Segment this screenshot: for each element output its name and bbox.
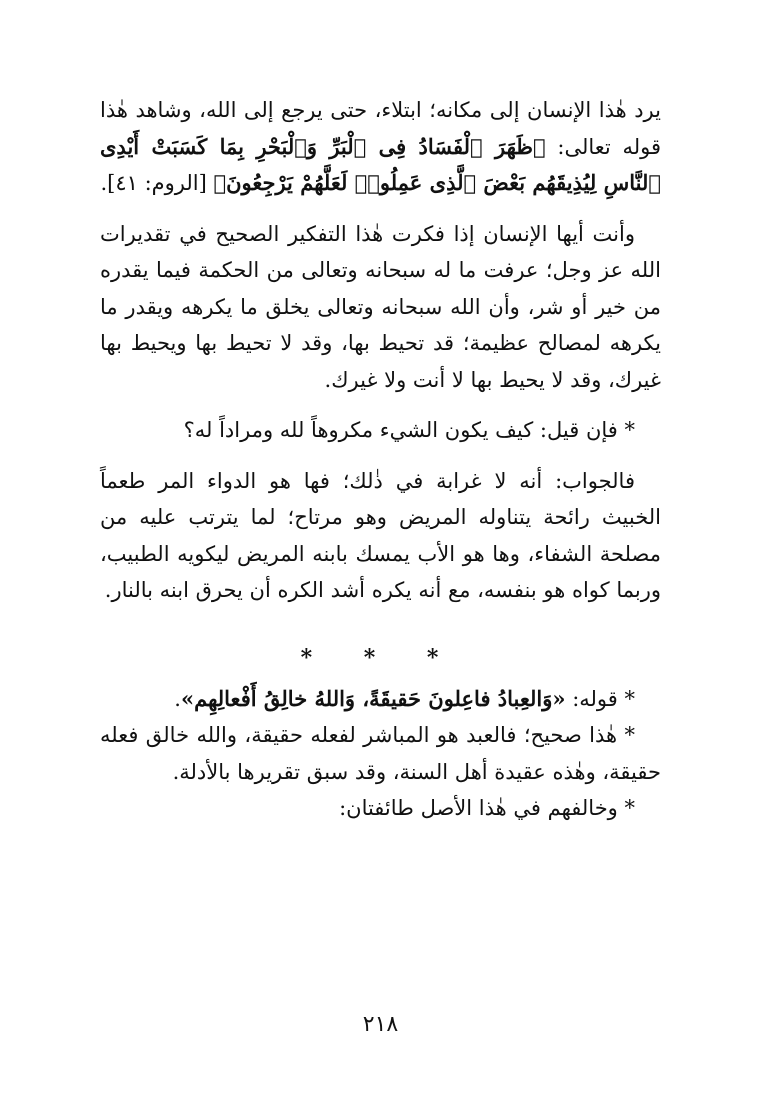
paragraph-wisdom: وأنت أيها الإنسان إذا فكرت هٰذا التفكير الصحيح في تقديرات الله عز وجل؛ عرفت ما له سبحانه وتعالى من الحكمة فيما يقدره من خير أو شر، وأن الله سبحانه وتعالى يخلق ما يكرهه ويقدر ما يكرهه لمصالح عظيمة؛ قد تحيط بها، وقد لا تحيط بها ويحيط بها غيرك، وقد لا يحيط بها لا أنت ولا غيرك. — [100, 221, 661, 392]
paragraph-explanation: * هٰذا صحيح؛ فالعبد هو المباشر لفعله حقيقة، والله خالق فعله حقيقة، وهٰذه عقيدة أهل السنة، وقد سبق تقريرها بالأدلة. — [100, 723, 661, 784]
paragraph-question: * فإن قيل: كيف يكون الشيء مكروهاً لله ومراداً له؟ — [183, 418, 635, 442]
verse-reference: [الروم: ٤١]. — [100, 171, 214, 195]
section-separator: * * * — [300, 644, 461, 671]
paragraph-verse-intro: يرد هٰذا الإنسان إلى مكانه؛ ابتلاء، حتى يرجع إلى الله، وشاهد هٰذا قوله تعالى: — [100, 98, 661, 159]
paragraph-two-groups: * وخالفهم في هٰذا الأصل طائفتان: — [339, 796, 635, 820]
quote-intro: * قوله: — [565, 686, 635, 711]
creed-quote: «وَالعِبادُ فاعِلونَ حَقيقَةً، وَاللهُ خالِقُ أَفْعالِهِم» — [180, 685, 566, 711]
quote-end: . — [174, 686, 181, 711]
paragraph-answer: فالجواب: أنه لا غرابة في ذٰلك؛ فها هو الدواء المر طعماً الخبيث رائحة يتناوله المريض وهو مرتاح؛ لما يترتب عليه من مصلحة الشفاء، وها هو الأب يمسك بابنه المريض ليكويه الطبيب، وربما كواه هو بنفسه، مع أنه يكره أشد الكره أن يحرق ابنه بالنار. — [100, 468, 661, 602]
page-number: ٢١٨ — [362, 1012, 399, 1037]
quran-verse: ﴿ظَهَرَ ٱلْفَسَادُ فِى ٱلْبَرِّ وَٱلْبَحْرِ بِمَا كَسَبَتْ أَيْدِى ٱلنَّاسِ لِيُذِيقَهُم بَعْضَ ٱلَّذِى عَمِلُوا۟ لَعَلَّهُمْ يَرْجِعُونَ﴾ — [100, 133, 661, 195]
paragraph-verse — [100, 92, 661, 202]
paragraph-quote — [100, 681, 661, 718]
